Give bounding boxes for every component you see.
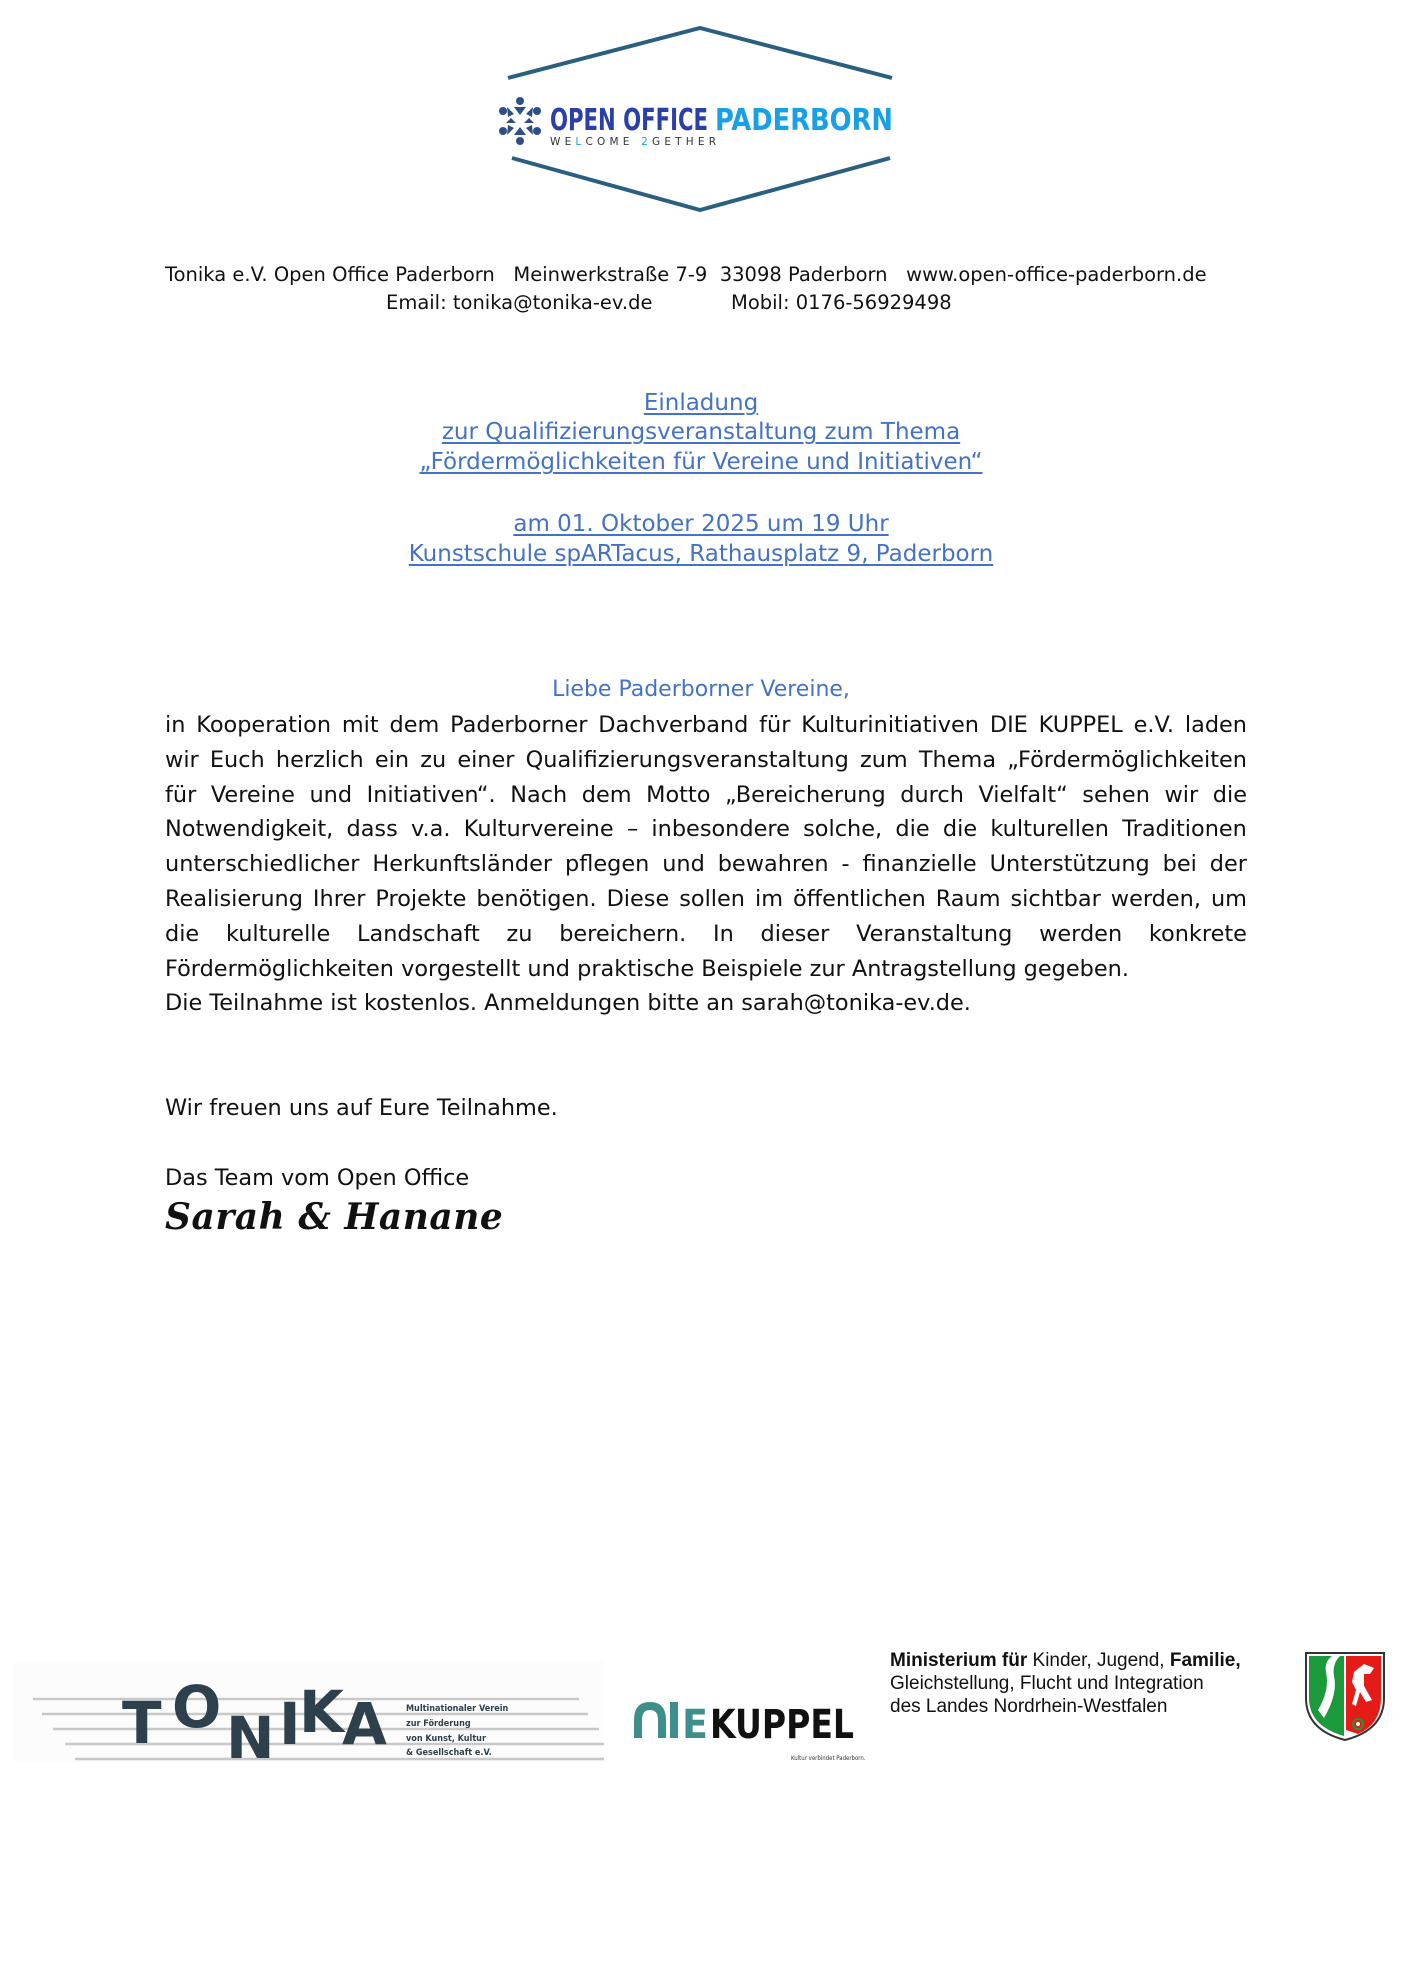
nrw-crest-icon (1302, 1650, 1388, 1742)
people-circle-icon (499, 97, 541, 145)
closing-line: Wir freuen uns auf Eure Teilnahme. (165, 1095, 558, 1121)
body-line: die kulturelle Landschaft zu bereichern. In dieser Veranstaltung werden konkrete (165, 920, 1247, 947)
title-topic: „Fördermöglichkeiten für Vereine und Initiativen“ (419, 449, 983, 475)
die-kuppel-logo (620, 1690, 880, 1770)
svg-text:Multinationaler Verein: Multinationaler Verein (406, 1704, 509, 1714)
body-line: Realisierung Ihrer Projekte benötigen. Diese sollen im öffentlichen Raum sichtbar werden, um (165, 885, 1247, 912)
header-email[interactable]: Email: tonika@tonika-ev.de (386, 291, 653, 314)
svg-text:KUPPEL: KUPPEL (710, 1702, 854, 1748)
body-paragraph (165, 708, 1247, 1021)
svg-text:A: A (342, 1690, 387, 1758)
svg-text:I: I (279, 1690, 301, 1758)
open-office-paderborn-logo (490, 26, 910, 212)
svg-text:O: O (172, 1673, 222, 1741)
team-line: Das Team vom Open Office (165, 1165, 470, 1191)
header-address-line: Tonika e.V. Open Office Paderborn Meinwerkstraße 7-9 33098 Paderborn www.open-office-paderborn.de (165, 263, 1207, 286)
logo-tagline: WELCOME 2GETHER (550, 136, 721, 148)
header-mobile: Mobil: 0176-56929498 (731, 291, 952, 314)
svg-text:von Kunst, Kultur: von Kunst, Kultur (406, 1734, 486, 1744)
title-event-type: zur Qualifizierungsveranstaltung zum Thema (441, 419, 961, 445)
ministry-text (890, 1649, 1241, 1718)
title-location: Kunstschule spARTacus, Rathausplatz 9, Paderborn (408, 541, 994, 567)
signature: Sarah & Hanane (165, 1196, 504, 1238)
body-line: unterschiedlicher Herkunftsländer pflegen und bewahren - finanzielle Unterstützung bei der (165, 851, 1247, 878)
svg-text:E: E (682, 1702, 708, 1748)
svg-text:Kultur verbindet Paderborn.: Kultur verbindet Paderborn. (791, 1755, 866, 1762)
ministry-line-2: Gleichstellung, Flucht und Integration (890, 1673, 1204, 1694)
title-einladung: Einladung (643, 390, 759, 416)
svg-text:K: K (299, 1678, 344, 1746)
body-line: Notwendigkeit, dass v.a. Kulturvereine – inbesondere solche, die die kulturellen Traditionen (165, 816, 1247, 843)
ministry-line-3: des Landes Nordrhein-Westfalen (890, 1696, 1168, 1717)
body-line: für Vereine und Initiativen“. Nach dem Motto „Bereicherung durch Vielfalt“ sehen wir die (165, 781, 1247, 808)
svg-text:PADERBORN: PADERBORN (715, 103, 893, 138)
body-line: in Kooperation mit dem Paderborner Dachverband für Kulturinitiativen DIE KUPPEL e.V. laden (165, 712, 1247, 738)
dome-icon (634, 1702, 666, 1738)
svg-text:zur Förderung: zur Förderung (406, 1719, 471, 1729)
title-date-time: am 01. Oktober 2025 um 19 Uhr (513, 511, 889, 537)
greeting: Liebe Paderborner Vereine, (552, 677, 850, 702)
svg-text:OPEN OFFICE: OPEN OFFICE (550, 103, 708, 138)
svg-text:T: T (122, 1689, 162, 1757)
svg-text:& Gesellschaft e.V.: & Gesellschaft e.V. (406, 1748, 492, 1758)
ministry-line-1: Ministerium für Kinder, Jugend, Familie, (890, 1650, 1241, 1671)
body-line-registration: Die Teilnahme ist kostenlos. Anmeldungen bitte an sarah@tonika-ev.de. (165, 990, 971, 1017)
tonika-logo (14, 1662, 604, 1762)
logo-hexagon-frame-icon (490, 26, 910, 212)
body-line: wir Euch herzlich ein zu einer Qualifizierungsveranstaltung zum Thema „Fördermöglichkeiten (165, 746, 1247, 773)
svg-text:N: N (226, 1704, 275, 1762)
body-line: Fördermöglichkeiten vorgestellt und praktische Beispiele zur Antragstellung gegeben. (165, 955, 1129, 982)
